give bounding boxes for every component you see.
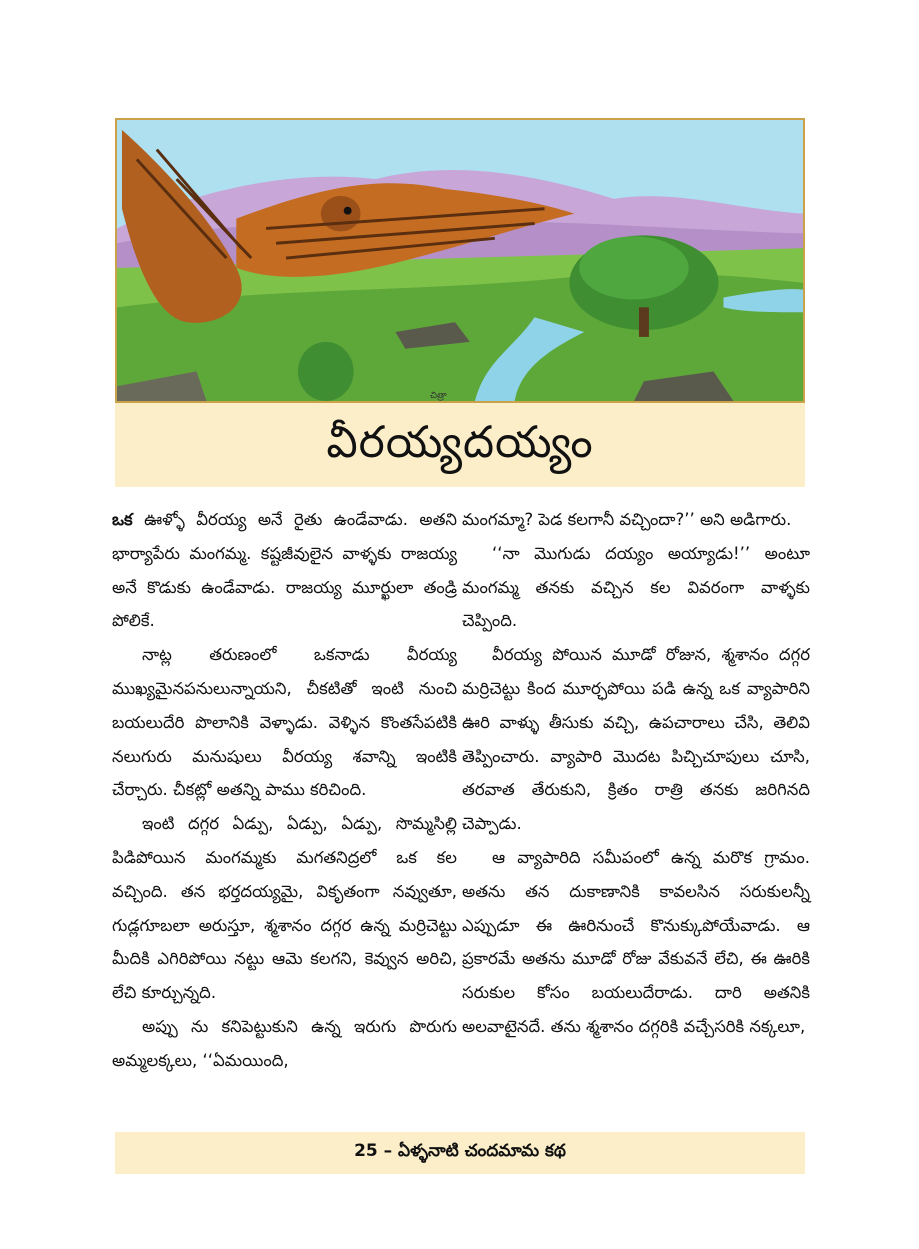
paragraph — [112, 503, 457, 638]
paragraph-text: ఊళ్ళో వీరయ్య అనే రైతు ఉండేవాడు. అతని భార్యాపేరు మంగమ్మ. కష్టజీవులైన వాళ్ళకు రాజయ్య అనే కొడుకు ఉండేవాడు. రాజయ్య మూర్ఖులా తండ్రి పోలికే. — [112, 510, 457, 631]
story-illustration — [115, 118, 805, 403]
title-band — [115, 403, 805, 487]
lead-word: ఒక — [112, 510, 133, 529]
paragraph: నాట్ల తరుణంలో ఒకనాడు వీరయ్య ముఖ్యమైనపనులున్నాయని, చీకటితో ఇంటి నుంచి బయలుదేరి పొలానికి వెళ్ళాడు. వెళ్ళిన కొంతసేపటికి నలుగురు మనుషులు వీరయ్య శవాన్ని ఇంటికి చేర్చారు. చీకట్లో అతన్ని పాము కరిచింది. — [112, 645, 457, 800]
footer-band — [115, 1132, 805, 1174]
paragraph: ఇంటి దగ్గర ఏడ్పు, ఏడ్పు, ఏడ్పు, సొమ్మసిల్లి పిడిపోయిన మంగమ్మకు మగతనిద్రలో ఒక కల వచ్చింది. తన భర్తదయ్యమై, వికృతంగా నవ్వుతూ, గుడ్లగూబలా అరుస్తూ, శ్మశానం దగ్గర ఉన్న మర్రిచెట్టు మీదికి ఎగిరిపోయి నట్టు ఆమె కలగని, కెవ్వున అరిచి, లేచి కూర్చున్నది. — [112, 814, 457, 1003]
paragraph: వీరయ్య పోయిన మూడో రోజున, శ్మశానం దగ్గర మర్రిచెట్టు కింద మూర్ఛపోయి పడి ఉన్న ఒక వ్యాపారిని ఊరి వాళ్ళు తీసుకు వచ్చి, ఉపచారాలు చేసి, తెలివి తెప్పించారు. వ్యాపారి మొదట పిచ్చిచూపులు చూసి, తరవాత తేరుకుని, క్రితం రాత్రి తనకు జరిగినది చెప్పాడు. — [462, 645, 810, 834]
paragraph: అప్పు ను కనిపెట్టుకుని ఉన్న ఇరుగు పొరుగు అమ్మలక్కలు, ‘‘ఏమయింది, — [112, 1016, 457, 1070]
paragraph: ‘‘నా మొగుడు దయ్యం అయ్యాడు!’’ అంటూ మంగమ్మ తనకు వచ్చిన కల వివరంగా వాళ్ళకు చెప్పింది. — [462, 543, 810, 631]
story-title: వీరయ్యదయ్యం — [326, 417, 594, 468]
right-column — [462, 503, 810, 1044]
artist-signature: చిత్రా — [430, 391, 447, 401]
owl-over-landscape-illustration — [117, 120, 803, 401]
paragraph: మంగమ్మా? పెడ కలగానీ వచ్చిందా?’’ అని అడిగారు. — [462, 510, 792, 529]
paragraph: ఆ వ్యాపారిది సమీపంలో ఉన్న మరొక గ్రామం. అతను తన దుకాణానికి కావలసిన సరుకులన్నీ ఎప్పుడూ ఈ ఊరినుంచే కొనుక్కుపోయేవాడు. ఆ ప్రకారమే అతను మూడో రోజు వేకువనే లేచి, ఈ ఊరికి సరుకుల కోసం బయలుదేరాడు. దారి అతనికి అలవాటైనదే. తను శ్మశానం దగ్గరికి వచ్చేసరికి నక్కలూ, — [462, 847, 810, 1036]
page-footer: 25 – ఏళ్ళనాటి చందమామ కథ — [354, 1141, 566, 1161]
left-column — [112, 503, 457, 1078]
